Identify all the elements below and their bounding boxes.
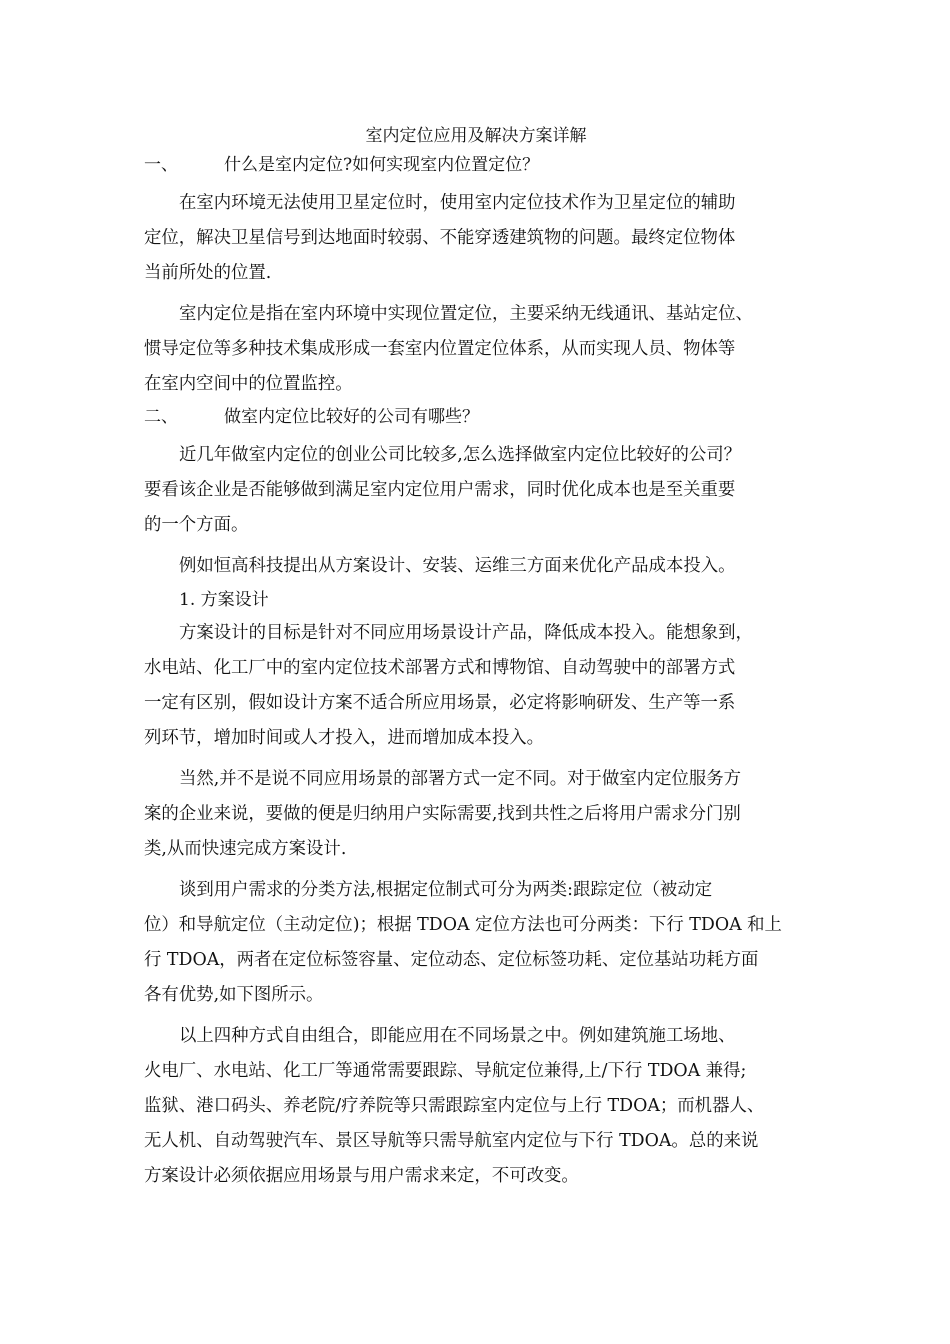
paragraph [144,1019,808,1194]
text-line: 水电站、化工厂中的室内定位技术部署方式和博物馆、自动驾驶中的部署方式 [144,658,736,678]
paragraph [144,297,808,402]
text-line: 行 TDOA，两者在定位标签容量、定位动态、定位标签功耗、定位基站功耗方面 [144,950,759,970]
paragraph [144,186,808,291]
text-line: 当然,并不是说不同应用场景的部署方式一定不同。对于做室内定位服务方 [179,769,742,789]
text-line: 近几年做室内定位的创业公司比较多,怎么选择做室内定位比较好的公司？ [179,445,742,465]
text-line: 类,从而快速完成方案设计. [144,839,347,859]
section-heading-2 [144,402,808,432]
text-line: 当前所处的位置. [144,263,272,283]
text-line: 例如恒高科技提出从方案设计、安装、运维三方面来优化产品成本投入。 [179,556,736,576]
text-line: 在室内环境无法使用卫星定位时，使用室内定位技术作为卫星定位的辅助 [179,193,736,213]
text-line: 火电厂、水电站、化工厂等通常需要跟踪、导航定位兼得,上/下行 TDOA 兼得; [144,1061,747,1081]
text-line: 以上四种方式自由组合，即能应用在不同场景之中。例如建筑施工场地、 [179,1026,736,1046]
section-number: 二、 [144,407,178,427]
section-heading-text: 什么是室内定位?如何实现室内位置定位？ [224,155,540,175]
document-title: 室内定位应用及解决方案详解 [365,126,587,146]
text-line: 定位，解决卫星信号到达地面时较弱、不能穿透建筑物的问题。最终定位物体 [144,228,736,248]
text-line: 方案设计的目标是针对不同应用场景设计产品，降低成本投入。能想象到， [179,623,753,643]
document-page [144,122,808,1194]
text-line: 无人机、自动驾驶汽车、景区导航等只需导航室内定位与下行 TDOA。总的来说 [144,1131,759,1151]
section-heading-1 [144,150,808,180]
text-line: 位）和导航定位（主动定位)；根据 TDOA 定位方法也可分两类：下行 TDOA 和上 [144,915,782,935]
paragraph [144,549,808,584]
text-line: 列环节，增加时间或人才投入，进而增加成本投入。 [144,728,544,748]
section-number: 一、 [144,155,178,175]
text-line: 惯导定位等多种技术集成形成一套室内位置定位体系，从而实现人员、物体等 [144,339,736,359]
paragraph [144,873,808,1013]
text-line: 各有优势,如下图所示。 [144,985,324,1005]
text-line: 方案设计必须依据应用场景与用户需求来定，不可改变。 [144,1166,579,1186]
subsection-heading: 1. 方案设计 [179,590,269,610]
text-line: 监狱、港口码头、养老院/疗养院等只需跟踪室内定位与上行 TDOA；而机器人、 [144,1096,765,1116]
text-line: 在室内空间中的位置监控。 [144,374,353,394]
paragraph [144,762,808,867]
text-line: 室内定位是指在室内环境中实现位置定位，主要采纳无线通讯、基站定位、 [179,304,753,324]
text-line: 的一个方面。 [144,515,249,535]
paragraph [144,438,808,543]
section-heading-text: 做室内定位比较好的公司有哪些？ [224,407,479,427]
paragraph [144,616,808,756]
text-line: 一定有区别，假如设计方案不适合所应用场景，必定将影响研发、生产等一系 [144,693,736,713]
text-line: 谈到用户需求的分类方法,根据定位制式可分为两类:跟踪定位（被动定 [179,880,713,900]
text-line: 要看该企业是否能够做到满足室内定位用户需求，同时优化成本也是至关重要 [144,480,736,500]
text-line: 案的企业来说，要做的便是归纳用户实际需要,找到共性之后将用户需求分门别 [144,804,741,824]
